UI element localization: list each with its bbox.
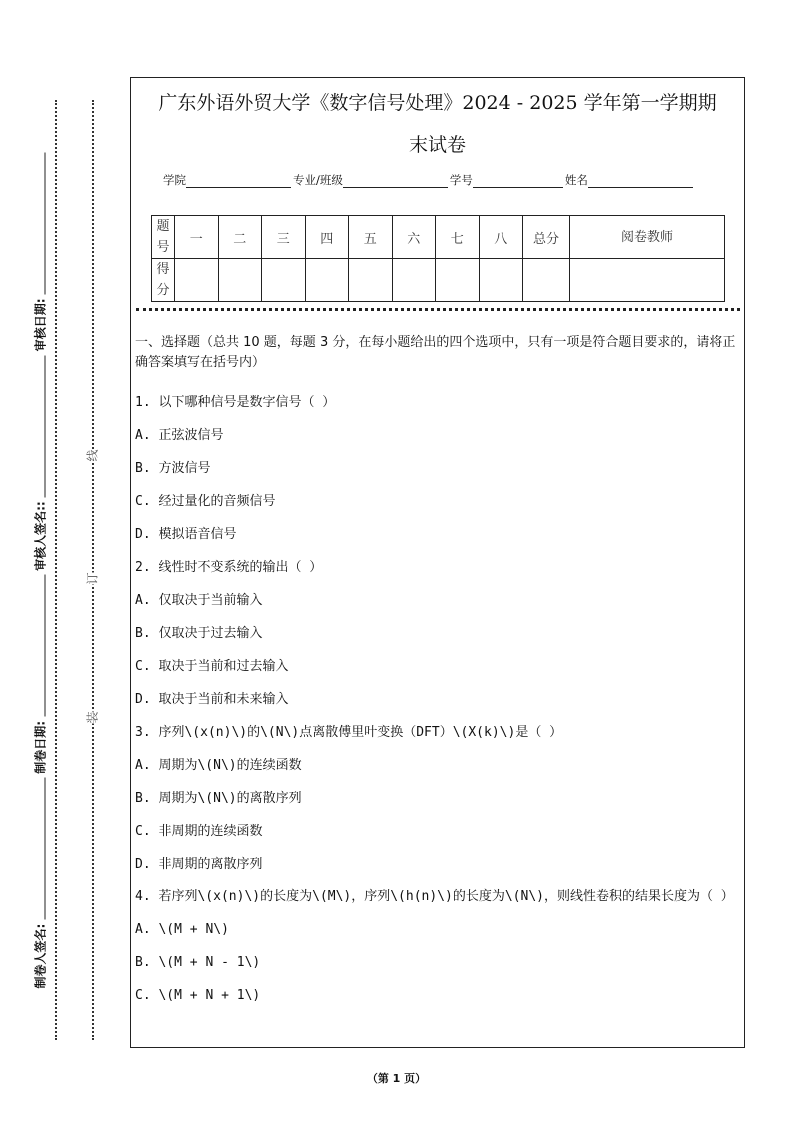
option: D. 模拟语音信号 bbox=[135, 527, 237, 542]
option: B. 仅取决于过去输入 bbox=[135, 626, 263, 641]
score-cell[interactable] bbox=[305, 259, 349, 302]
exam-body bbox=[135, 333, 740, 1012]
col-7: 七 bbox=[436, 216, 480, 259]
score-cell[interactable] bbox=[349, 259, 393, 302]
score-cell[interactable] bbox=[262, 259, 306, 302]
exam-title: 广东外语外贸大学《数字信号处理》2024 - 2025 学年第一学期期 bbox=[158, 92, 717, 114]
binding-char-ding: 订 bbox=[85, 572, 100, 585]
field-label-major: 专业/班级 bbox=[293, 173, 343, 187]
table-row-header bbox=[152, 216, 725, 259]
binding-char-xian: 线 bbox=[85, 449, 100, 462]
field-label-id: 学号 bbox=[449, 173, 473, 187]
preparer-date-label: 制卷日期: bbox=[33, 720, 48, 774]
option: C. \(M + N + 1\) bbox=[135, 988, 261, 1003]
major-class-field[interactable] bbox=[343, 174, 448, 188]
col-3: 三 bbox=[262, 216, 306, 259]
binding-dotted-line-outer bbox=[55, 100, 57, 1040]
field-label-name: 姓名 bbox=[564, 173, 588, 187]
col-8: 八 bbox=[479, 216, 523, 259]
option: B. \(M + N - 1\) bbox=[135, 955, 261, 970]
col-5: 五 bbox=[349, 216, 393, 259]
section-heading: 一、选择题（总共 10 题，每题 3 分，在每小题给出的四个选项中，只有一项是符合题目要求的，请将正确答案填写在括号内） bbox=[135, 335, 736, 370]
student-id-field[interactable] bbox=[473, 174, 563, 188]
col-4: 四 bbox=[305, 216, 349, 259]
exam-title-cont: 末试卷 bbox=[408, 134, 466, 156]
review-date-label: 审核日期: bbox=[33, 298, 48, 352]
col-total: 总分 bbox=[523, 216, 570, 259]
option: B. 方波信号 bbox=[135, 461, 211, 476]
reviewer-signature-label: 审核人签名:: bbox=[33, 501, 48, 571]
binding-char-zhuang: 装 bbox=[85, 711, 100, 724]
score-cell[interactable] bbox=[218, 259, 262, 302]
score-cell[interactable] bbox=[436, 259, 480, 302]
field-label-college: 学院 bbox=[163, 173, 186, 187]
binding-dotted-line-inner bbox=[92, 100, 94, 1040]
dotted-separator bbox=[136, 308, 740, 311]
student-info-row bbox=[163, 172, 695, 188]
col-1: 一 bbox=[175, 216, 219, 259]
question-stem: 2. 线性时不变系统的输出（ ） bbox=[135, 560, 323, 575]
option: A. 周期为\(N\)的连续函数 bbox=[135, 758, 302, 773]
col-2: 二 bbox=[218, 216, 262, 259]
option: D. 非周期的离散序列 bbox=[135, 857, 263, 872]
option: D. 取决于当前和未来输入 bbox=[135, 692, 289, 707]
option: C. 经过量化的音频信号 bbox=[135, 494, 276, 509]
question-stem: 1. 以下哪种信号是数字信号（ ） bbox=[135, 395, 336, 410]
page-number: （第 1 页） bbox=[366, 1072, 427, 1085]
row-label-question-no: 题号 bbox=[152, 216, 175, 259]
score-cell[interactable] bbox=[479, 259, 523, 302]
score-cell[interactable] bbox=[570, 259, 725, 302]
question-stem: 3. 序列\(x(n)\)的\(N\)点离散傅里叶变换（DFT）\(X(k)\)是（ ） bbox=[135, 725, 563, 740]
table-row-score bbox=[152, 259, 725, 302]
reviewer-signature-line[interactable] bbox=[45, 355, 46, 497]
college-field[interactable] bbox=[186, 174, 291, 188]
option: A. 正弦波信号 bbox=[135, 428, 224, 443]
option: C. 非周期的连续函数 bbox=[135, 824, 263, 839]
preparer-date-line[interactable] bbox=[45, 575, 46, 717]
option: A. \(M + N\) bbox=[135, 922, 229, 937]
option: B. 周期为\(N\)的离散序列 bbox=[135, 791, 302, 806]
question-stem: 4. 若序列\(x(n)\)的长度为\(M\)，序列\(h(n)\)的长度为\(N\)，则线性卷积的结果长度为（ ） bbox=[135, 889, 734, 904]
review-date-line[interactable] bbox=[45, 153, 46, 295]
option: C. 取决于当前和过去输入 bbox=[135, 659, 289, 674]
col-grader: 阅卷教师 bbox=[570, 216, 725, 259]
score-cell[interactable] bbox=[392, 259, 436, 302]
preparer-signature-line[interactable] bbox=[45, 778, 46, 920]
col-6: 六 bbox=[392, 216, 436, 259]
score-cell[interactable] bbox=[175, 259, 219, 302]
margin-signature-fields bbox=[32, 149, 49, 989]
score-table bbox=[151, 215, 725, 302]
score-cell[interactable] bbox=[523, 259, 570, 302]
preparer-signature-label: 制卷人签名: bbox=[33, 923, 48, 989]
option: A. 仅取决于当前输入 bbox=[135, 593, 263, 608]
row-label-score: 得分 bbox=[152, 259, 175, 302]
name-field[interactable] bbox=[588, 174, 693, 188]
